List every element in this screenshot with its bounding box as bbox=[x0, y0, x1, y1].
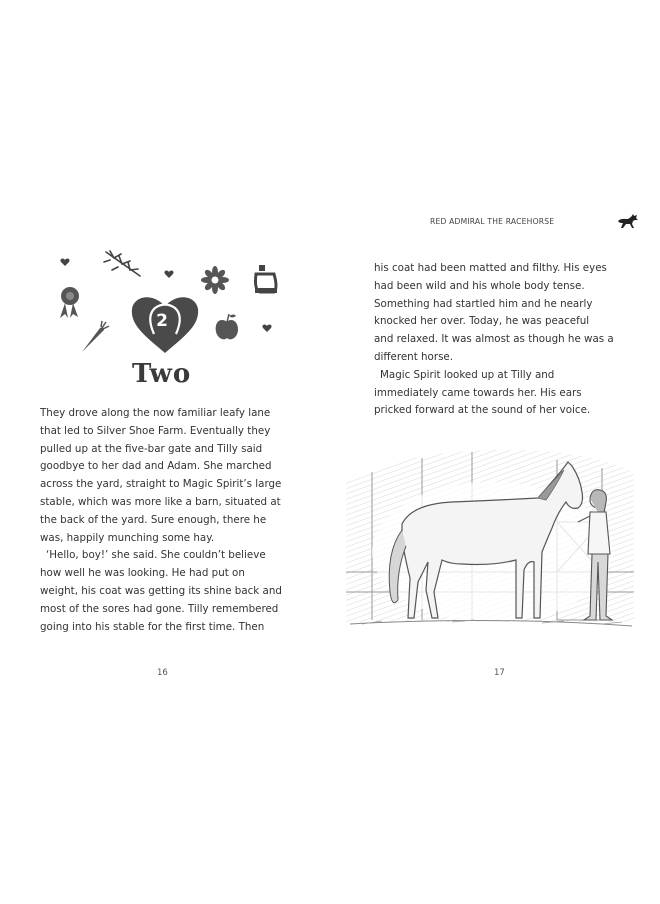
right-page-body bbox=[374, 260, 624, 420]
text-line: They drove along the now familiar leafy lane bbox=[40, 407, 271, 419]
text-line: stable, which was more like a barn, situated at bbox=[40, 495, 281, 508]
text-line: had been wild and his whole body tense. bbox=[374, 279, 585, 292]
text-line: immediately came towards her. His ears bbox=[374, 386, 582, 399]
text-line: ‘Hello, boy!’ she said. She couldn’t believe bbox=[46, 549, 266, 562]
text-line: pricked forward at the sound of her voice. bbox=[374, 404, 591, 417]
text-line: and relaxed. It was almost as though he was a bbox=[374, 333, 614, 346]
text-line: that led to Silver Shoe Farm. Eventually they bbox=[40, 424, 271, 437]
text-line: goodbye to her dad and Adam. She marched bbox=[40, 460, 272, 473]
text-line: his coat had been matted and filthy. His eyes bbox=[374, 262, 607, 274]
heart-icon bbox=[164, 271, 173, 278]
heart-icon bbox=[60, 259, 69, 266]
page-number-left: 16 bbox=[157, 668, 168, 678]
horse-and-girl-illustration bbox=[342, 442, 638, 638]
running-head: RED ADMIRAL THE RACEHORSE bbox=[430, 217, 555, 226]
page-number-right: 17 bbox=[494, 668, 505, 678]
text-line: across the yard, straight to Magic Spirit’s large bbox=[40, 478, 282, 491]
text-line: different horse. bbox=[374, 350, 454, 363]
herb-sprig-icon bbox=[104, 251, 140, 276]
text-line: Magic Spirit looked up at Tilly and bbox=[380, 368, 555, 381]
text-line: pulled up at the five-bar gate and Tilly said bbox=[40, 442, 263, 455]
chapter-title: Two bbox=[132, 359, 192, 389]
carrot-icon bbox=[82, 321, 109, 352]
rosette-icon bbox=[60, 287, 79, 318]
text-line: Something had startled him and he nearly bbox=[374, 297, 593, 310]
text-line: was, happily munching some hay. bbox=[40, 531, 215, 544]
text-line: knocked her over. Today, he was peaceful bbox=[374, 315, 590, 328]
text-line: going into his stable for the first time. Then bbox=[40, 620, 265, 633]
text-line: weight, his coat was getting its shine back and bbox=[40, 584, 282, 597]
heart-icon bbox=[262, 325, 271, 332]
text-line: most of the sores had gone. Tilly remembered bbox=[40, 602, 279, 615]
text-line: how well he was looking. He had put on bbox=[40, 567, 245, 580]
stirrup-icon bbox=[255, 265, 277, 293]
chapter-number: 2 bbox=[156, 311, 168, 331]
horse-silhouette-icon bbox=[616, 212, 640, 230]
apple-icon bbox=[216, 314, 238, 339]
left-page-body bbox=[40, 405, 290, 636]
flower-icon bbox=[201, 266, 229, 294]
text-line: the back of the yard. Sure enough, there he bbox=[40, 513, 267, 526]
